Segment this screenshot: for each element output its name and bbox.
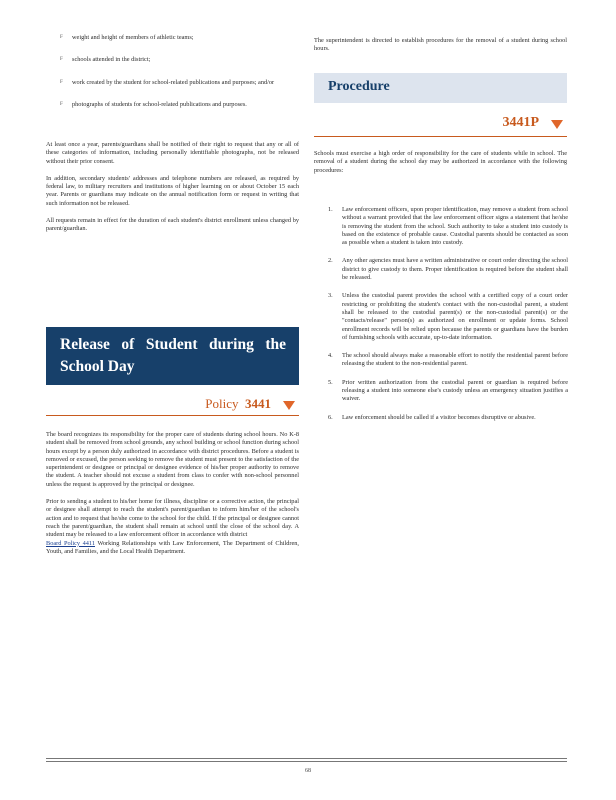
triangle-down-icon	[283, 401, 295, 410]
list-item: 6. Law enforcement should be called if a visitor becomes disruptive or abusive.	[328, 413, 536, 421]
list-item: 2. Any other agencies must have a written administrative or court order directing the school district to give custody to them. Proper identification is required before the student shall be released.	[328, 257, 568, 282]
policy-label: Policy 3441	[205, 396, 271, 411]
list-item: F work created by the student for school-related publications and purposes; and/or	[60, 78, 275, 86]
paragraph: Prior to sending a student to his/her home for illness, discipline or a corrective action, the principal or designee shall attempt to reach the student's parent/guardian to inform him/her of the school's action and to request that he/she come to the school for the child. If the principal or designee cannot reach the parent/guardian, the student shall remain at school until the close of the school day. A student may be released to a law enforcement officer in accordance with district	[46, 498, 299, 539]
bullet-icon: F	[60, 79, 63, 85]
list-item: F schools attended in the district;	[60, 56, 151, 64]
page-number: 68	[305, 768, 311, 774]
paragraph: The superintendent is directed to establish procedures for the removal of a student during school hours.	[314, 37, 567, 53]
paragraph: Board Policy 4411 Working Relationships with Law Enforcement, The Department of Children, Youth, and Families, and the Local Health Department.	[46, 539, 299, 555]
notification-paragraphs	[46, 141, 299, 234]
paragraph: In addition, secondary students' addresses and telephone numbers are released, as required by federal law, to military recruiters and institutions of higher learning on or about October 15 each year. Parents or guardians may indicate on the annual notification form or request in writing that such information not be released.	[46, 174, 299, 207]
list-item: 3. Unless the custodial parent provides the school with a certified copy of a court order restricting or prohibiting the student's contact with the non-custodial parent, a student shall be released to the custodial parent(s) or the non-custodial parent(s) or the "contacts/release" person(s) as authorized on enrollment or update forms. School enrollment records will be relied upon because the parents or guardians have the burden of furnishing schools with accurate, up-to-date information.	[328, 292, 568, 341]
list-item: 1. Law enforcement officers, upon proper identification, may remove a student from school without a warrant provided that the law enforcement officer signs a statement that he/she is removing the student from the school. Such authority to take a student into custody is based on the existence of probable cause. Custodial parents should be contacted as soon as possible when a student is taken into custody.	[328, 206, 568, 247]
section-banner-procedure	[314, 73, 567, 103]
bullet-icon: F	[60, 101, 63, 107]
procedure-header	[314, 112, 567, 137]
paragraph: All requests remain in effect for the duration of each student's district enrollment unless changed by parent/guardian.	[46, 217, 299, 233]
triangle-down-icon	[551, 120, 563, 129]
bullet-icon: F	[60, 57, 63, 63]
directory-info-list	[60, 34, 300, 123]
section-title: Procedure	[328, 79, 390, 94]
policy-header	[46, 393, 299, 416]
bullet-icon: F	[60, 35, 63, 40]
section-title: Release of Student during the School Day	[60, 336, 286, 375]
list-item: 5. Prior written authorization from the custodial parent or guardian is required before releasing a student into someone else's custody unless an emergency situation justifies a waiver.	[328, 378, 568, 403]
list-item: 4. The school should always make a reasonable effort to notify the residential parent before releasing the student to the non-residential parent.	[328, 352, 568, 368]
paragraph: At least once a year, parents/guardians shall be notified of their right to request that any or all of these categories of information, including personally identifiable photographs, not be released without their prior consent.	[46, 141, 299, 165]
board-policy-link[interactable]: Board Policy 4411	[46, 539, 95, 547]
list-item: F weight and height of members of athletic teams;	[60, 34, 194, 41]
section-banner-release-student	[46, 327, 299, 385]
list-item: F photographs of students for school-related publications and purposes.	[60, 100, 247, 108]
footer-divider	[46, 758, 567, 759]
footer-divider	[46, 761, 567, 762]
procedure-number: 3441P	[502, 115, 539, 130]
policy-number: 3441	[245, 396, 271, 411]
policy-body	[46, 431, 299, 556]
procedure-steps	[328, 206, 568, 432]
paragraph: The board recognizes its responsibility for the proper care of students during school hours. No K-8 student shall be removed from school grounds, any school building or school function during school hours except by a person duly authorized in accordance with district procedures. Before a student is removed or excused, the person seeking to remove the student must present to the satisfaction of the superintendent or designee or principal or designee evidence of his/her proper authority to remove the student. A teacher should not excuse a student from class to confer with non-school personnel unless the request is approved by the principal or designee.	[46, 431, 299, 488]
paragraph: Schools must exercise a high order of responsibility for the care of students while in school. The removal of a student during the school day may be authorized in accordance with the following procedures:	[314, 150, 567, 174]
